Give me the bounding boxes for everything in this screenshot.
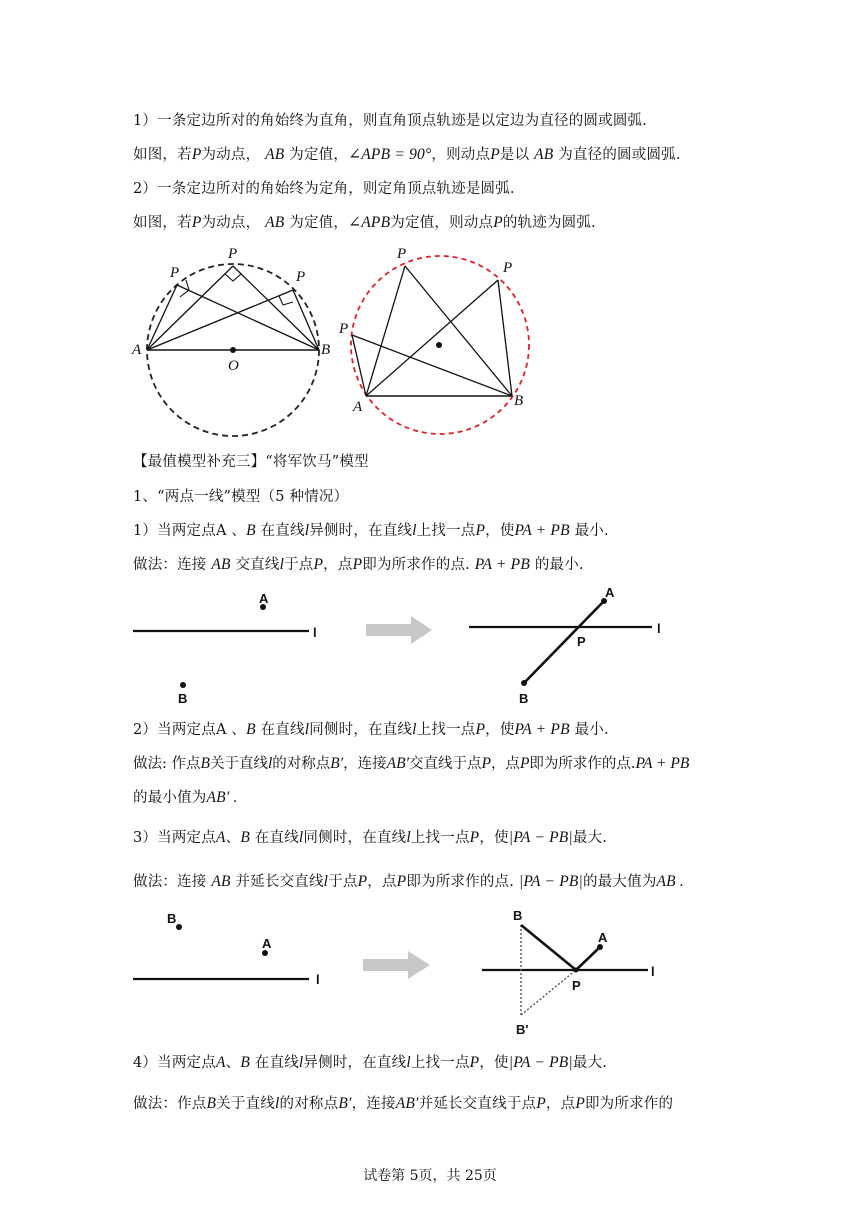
math-l: l xyxy=(412,721,417,738)
label-l: l xyxy=(316,972,320,987)
text: 做法：连接 xyxy=(133,874,207,890)
math-AB-prime: AB′ xyxy=(386,755,409,772)
math-P: P xyxy=(469,829,480,846)
label-P: P xyxy=(577,634,586,649)
text: 、 xyxy=(231,722,247,738)
math-abs-PA-PB: |PA − PB| xyxy=(508,829,573,846)
text: 上找一点 xyxy=(410,1055,470,1071)
text: ，则动点 xyxy=(431,147,491,163)
text: 3）当两定点 xyxy=(133,830,216,846)
text: 上找一点 xyxy=(410,830,470,846)
math-l: l xyxy=(274,1095,280,1112)
text: 如图，若 xyxy=(133,147,192,163)
case-4 xyxy=(133,1053,607,1073)
text: 为直径的圆或圆弧. xyxy=(558,147,681,163)
math-A: A xyxy=(215,722,227,738)
math-angle-90: ∠APB = 90° xyxy=(348,146,432,163)
text: 在直线 xyxy=(260,722,305,738)
text: 是以 xyxy=(499,147,530,163)
text: 为动点， xyxy=(201,147,261,163)
text: 的对称点 xyxy=(272,756,331,772)
math-B-prime: B′ xyxy=(338,1095,352,1112)
label-B: B xyxy=(514,393,524,409)
label-P: P xyxy=(572,978,581,993)
text: 1、“两点一线”模型（5 种情况） xyxy=(133,489,349,505)
math-l: l xyxy=(304,522,310,539)
text: 上找一点 xyxy=(416,523,476,539)
math-l: l xyxy=(267,755,273,772)
math-B-prime: B′ xyxy=(330,755,344,772)
math-PA-PB: PA + PB xyxy=(474,556,530,573)
text: 于点 xyxy=(328,874,358,890)
label-O: O xyxy=(228,358,239,374)
math-AB: AB xyxy=(265,146,285,163)
text: 关于直线 xyxy=(216,1096,275,1112)
label-B: B xyxy=(178,691,188,706)
math-P: P xyxy=(481,755,491,772)
label-B: B xyxy=(167,911,177,926)
math-AB-prime: AB′ . xyxy=(206,789,238,806)
label-B-prime: B' xyxy=(516,1022,529,1037)
math-PA-PB: PA + PB xyxy=(514,522,570,539)
math-AB: AB xyxy=(211,556,231,573)
math-AB: AB xyxy=(211,873,231,890)
dotted-B'P xyxy=(521,970,576,1015)
math-l: l xyxy=(406,1054,411,1071)
text: 在直线 xyxy=(254,1055,299,1071)
arrow-right-icon xyxy=(363,951,430,979)
method-4 xyxy=(133,1094,673,1114)
text: 1）当两定点 xyxy=(133,523,216,539)
text: 即为所求作的点. xyxy=(406,874,515,890)
text: 1）一条定边所对的角始终为直角，则直角顶点轨迹是以定边为直径的圆或圆弧. xyxy=(133,113,648,129)
text: 最大. xyxy=(572,1055,608,1071)
label-P: P xyxy=(503,260,513,276)
text: 最大. xyxy=(572,830,608,846)
text: 交直线 xyxy=(235,557,280,573)
text: 的最小. xyxy=(534,557,584,573)
label-P: P xyxy=(339,321,349,337)
point-B xyxy=(176,924,182,930)
label-P: P xyxy=(296,269,306,285)
math-AB-prime: AB′ xyxy=(395,1095,419,1112)
label-P: P xyxy=(170,265,180,281)
math-A: A xyxy=(215,829,226,846)
text: 【最值模型补充三】“将军饮马”模型 xyxy=(133,454,369,470)
math-P: P xyxy=(313,556,324,573)
math-l: l xyxy=(279,556,285,573)
text: 于点 xyxy=(284,557,314,573)
label-l: l xyxy=(313,625,317,640)
text: ，使 xyxy=(485,722,515,738)
math-P: P xyxy=(357,873,368,890)
text: 做法: 作点 xyxy=(133,756,201,772)
text: ，使 xyxy=(479,830,509,846)
math-P: P xyxy=(519,755,530,772)
text: 即为所求作的点. xyxy=(529,756,636,772)
text: 最小. xyxy=(574,523,609,539)
text: 、 xyxy=(225,1055,241,1071)
text: 2）当两定点 xyxy=(133,722,216,738)
text: 4）当两定点 xyxy=(133,1055,216,1071)
math-P: P xyxy=(469,1054,480,1071)
text: 的轨迹为圆弧. xyxy=(502,215,596,231)
text: ，使 xyxy=(479,1055,509,1071)
label-B: B xyxy=(513,908,523,923)
text: 做法：连接 xyxy=(133,557,207,573)
math-l: l xyxy=(298,829,304,846)
label-l: l xyxy=(651,964,655,979)
text: 2）一条定边所对的角始终为定角，则定角顶点轨迹是圆弧. xyxy=(133,181,515,197)
math-l: l xyxy=(323,873,329,890)
text: 并延长交直线于点 xyxy=(418,1096,537,1112)
math-P: P xyxy=(191,214,202,231)
text: 同侧时，在直线 xyxy=(309,722,413,738)
math-P: P xyxy=(490,146,500,163)
text: 在直线 xyxy=(254,830,299,846)
text: 、 xyxy=(231,523,247,539)
math-P: P xyxy=(475,721,486,738)
text: 上找一点 xyxy=(416,722,476,738)
math-P: P xyxy=(536,1095,546,1112)
segment-BP xyxy=(521,925,576,970)
label-B: B xyxy=(321,342,331,358)
math-P: P xyxy=(493,214,503,231)
math-B: B xyxy=(200,755,210,772)
math-P: P xyxy=(475,522,486,539)
label-A: A xyxy=(262,936,272,951)
math-P: P xyxy=(575,1095,585,1112)
math-AB: AB xyxy=(265,214,285,231)
text: 的最大值为 xyxy=(583,874,657,890)
math-B: B xyxy=(246,522,256,539)
text: 如图，若 xyxy=(133,215,192,231)
math-l: l xyxy=(406,829,411,846)
math-B: B xyxy=(240,829,250,846)
math-PA-PB: PA + PB xyxy=(635,755,690,772)
segment-PA xyxy=(576,947,600,970)
math-B: B xyxy=(240,1054,250,1071)
text: ，点 xyxy=(545,1096,576,1112)
text: 异侧时，在直线 xyxy=(309,523,413,539)
label-A: A xyxy=(598,930,608,945)
text: 并延长交直线 xyxy=(235,874,324,890)
text: 异侧时，在直线 xyxy=(303,1055,407,1071)
text: 为定值， xyxy=(289,215,349,231)
math-abs-PA-PB: |PA − PB| xyxy=(508,1054,573,1071)
label-l: l xyxy=(657,621,661,636)
math-B: B xyxy=(206,1095,217,1112)
math-P: P xyxy=(396,873,407,890)
label-P: P xyxy=(397,246,407,262)
math-angle-APB: ∠APB xyxy=(348,214,391,231)
math-l: l xyxy=(298,1054,304,1071)
text: 的最小值为 xyxy=(133,790,207,806)
text: ，点 xyxy=(367,874,397,890)
label-A: A xyxy=(259,591,269,606)
text: 同侧时，在直线 xyxy=(303,830,407,846)
math-AB: AB . xyxy=(656,873,685,890)
page-footer: 试卷第 5页，共 25页 xyxy=(363,1168,497,1184)
text: 在直线 xyxy=(260,523,305,539)
text: 关于直线 xyxy=(209,756,268,772)
text: ，连接 xyxy=(351,1096,396,1112)
label-A: A xyxy=(353,399,363,415)
text: 即为所求作的 xyxy=(584,1096,674,1112)
text: 为动点， xyxy=(201,215,261,231)
text: ，点 xyxy=(323,557,353,573)
text: ，使 xyxy=(485,523,515,539)
label-B: B xyxy=(519,691,529,706)
text: 为定值， xyxy=(289,147,349,163)
text: 即为所求作的点. xyxy=(362,557,470,573)
math-A: A xyxy=(215,1054,226,1071)
label-A: A xyxy=(132,342,142,358)
math-A: A xyxy=(215,523,227,539)
text: ，连接 xyxy=(343,756,387,772)
text: 最小. xyxy=(574,722,609,738)
label-A: A xyxy=(605,585,615,600)
math-l: l xyxy=(412,522,417,539)
math-PA-PB: PA + PB xyxy=(514,721,570,738)
text: 为定值，则动点 xyxy=(390,215,494,231)
text: 交直线于点 xyxy=(408,756,482,772)
label-P: P xyxy=(228,246,238,262)
math-abs-PA-PB: |PA − PB| xyxy=(518,873,584,890)
text: 的对称点 xyxy=(279,1096,339,1112)
text: 、 xyxy=(225,830,241,846)
text: 做法：作点 xyxy=(133,1096,207,1112)
math-AB: AB xyxy=(534,146,554,163)
math-B: B xyxy=(246,721,256,738)
math-P: P xyxy=(191,146,202,163)
math-P: P xyxy=(352,556,363,573)
math-l: l xyxy=(304,721,310,738)
text: ，点 xyxy=(490,756,520,772)
